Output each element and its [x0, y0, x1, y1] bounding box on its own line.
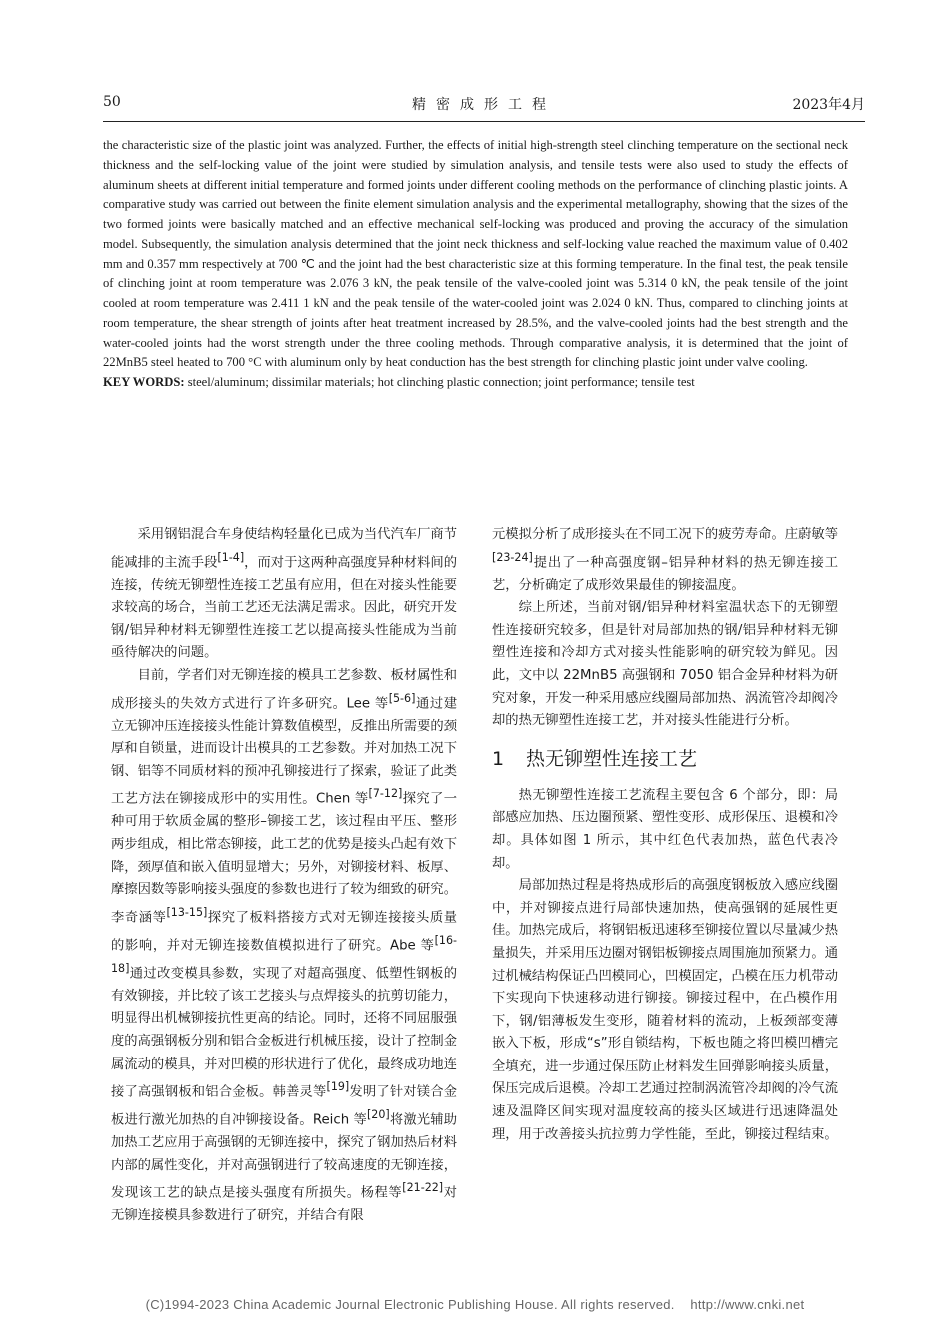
header-rule — [103, 121, 865, 122]
intro-p2-text: 对无铆连接模具参数进行了研究，并结合有限 — [111, 1185, 458, 1224]
intro-summary-paragraph: 综上所述，当前对钢/铝异种材料室温状态下的无铆塑性连接研究较多，但是针对局部加热的钢/铝异种材料无铆塑性连接和冷却方式对接头性能影响的研究较为鲜见。因此，文中以 22MnB5 高强钢和 7050 铝合金异种材料为研究对象，开发一种采用感应线圈局部加热、涡流管冷却阀冷却的热无铆塑性连接工艺，并对接头性能进行分析。 — [492, 600, 838, 729]
left-column — [111, 524, 457, 1228]
abstract-paragraph: the characteristic size of the plastic joint was analyzed. Further, the effects of initial high-strength steel clinching temperature on the sectional neck thickness and the self-locking value of the joint were studied by simulation analysis, and tensile tests were also used to study the effects of aluminum sheets at different initial temperature and formed joints under different cooling methods on the performance of clinching plastic joints. A comparative study was carried out between the finite element simulation analysis and the experimental metallography, showing that the sizes of the two formed joints were basically matched and an effective mechanical self-locking was produced and proving the accuracy of the simulation model. Subsequently, the simulation analysis determined that the joint neck thickness and self-locking value reached the maximum value of 0.402 mm and 0.357 mm respectively at 700 ℃ and the joint had the best characteristic size at this forming temperature. In the final test, the peak tensile of clinching joint at room temperature was 2.076 3 kN, the peak tensile of the valve-cooled joint was 5.314 0 kN, the peak tensile of the joint cooled at room temperature was 2.411 1 kN and the peak tensile of the water-cooled joint was 2.024 0 kN. Thus, compared to clinching joints at room temperature, the shear strength of joints after heat treatment increased by 28.5%, and the valve-cooled joints had the best strength and the water-cooled joints had the worst strength under the three cooling methods. Through comparative analysis, it is determined that the joint of 22MnB5 steel heated to 700 °C with aluminum only by heat conduction has the best strength for clinching plastic joint under valve cooling. — [103, 138, 848, 370]
keywords-line — [103, 373, 848, 393]
intro-p2-text: 将激光辅助加热工艺应用于高强钢的无铆连接中，探究了钢加热后材料内部的属性变化，并对高强钢进行了较高速度的无铆连接，发现该工艺的缺点是接头强度有所损失。杨程等 — [111, 1112, 458, 1201]
copyright-footer: (C)1994-2023 China Academic Journal Electronic Publishing House. All rights reserved. http://www.cnki.net — [145, 1297, 805, 1312]
citation: [16-18] — [111, 933, 457, 975]
running-header — [103, 94, 865, 118]
journal-name: 精密成形工程 — [412, 97, 556, 113]
keywords-label: KEY WORDS: — [103, 375, 185, 389]
citation: [23-24] — [492, 550, 533, 564]
issue-date: 2023年4月 — [792, 97, 865, 113]
right-column — [492, 524, 838, 1146]
intro-cont-text: 提出了一种高强度钢–铝异种材料的热无铆连接工艺，分析确定了成形效果最佳的铆接温度。 — [492, 555, 838, 593]
page-number: 50 — [103, 94, 121, 110]
section-number: 1 — [492, 747, 505, 770]
intro-p2-text: 通过改变模具参数，实现了对超高强度、低塑性钢板的有效铆接，并比较了该工艺接头与点焊接头的抗剪切能力，明显得出机械铆接抗性更高的结论。同时，还将不同屈服强度的高强钢板分别和铝合金板进行机械压接，设计了控制金属流动的模具，并对凹模的形状进行了优化，最终成功地连接了高强钢板和铝合金板。韩善灵等 — [111, 966, 457, 1100]
citation: [7-12] — [368, 787, 403, 801]
citation: [21-22] — [402, 1181, 444, 1195]
intro-p2-text: 通过建立无铆冲压连接接头性能计算数值模型，反推出所需要的颈厚和自锁量，进而设计出模具的工艺参数。并对加热工况下钢、铝等不同质材料的预冲孔铆接进行了探索，验证了此类工艺方法在铆接成形中的实用性。Chen 等 — [111, 696, 457, 807]
intro-p1-text: 采用钢铝混合车身使结构轻量化已成为当代汽车厂商节能减排的主流手段 — [111, 527, 457, 571]
intro-p2-text: 探究了板料搭接方式对无铆连接接头质量的影响，并对无铆连接数值模拟进行了研究。Abe 等 — [111, 910, 458, 954]
citation: [20] — [366, 1108, 390, 1122]
intro-paragraph-2-continued — [492, 524, 838, 597]
section-title: 热无铆塑性连接工艺 — [526, 747, 698, 770]
citation: [19] — [326, 1080, 350, 1094]
section-heading — [492, 744, 838, 774]
citation: [5-6] — [388, 691, 416, 705]
intro-p1-tail: ，而对于这两种高强度异种材料间的连接，传统无铆塑性连接工艺虽有应用，但在对接头性能要求较高的场合，当前工艺还无法满足需求。因此，研究开发钢/铝异种材料无铆塑性连接工艺以提高接头性能成为当前亟待解决的问题。 — [111, 555, 458, 661]
section-1-paragraph-2: 局部加热过程是将热成形后的高强度钢板放入感应线圈中，并对铆接点进行局部快速加热，使高强钢的延展性更佳。加热完成后，将钢铝板迅速移至铆接位置以尽量减少热量损失，并采用压边圈对钢铝板铆接点周围施加预紧力。通过机械结构保证凸凹模同心，凹模固定，凸模在压力机带动下实现向下快速移动进行铆接。铆接过程中，在凸模作用下，钢/铝薄板发生变形，随着材料的流动，上板颈部变薄嵌入下板，形成“s”形自锁结构，下板也随之将凹模凹槽完全填充，进一步通过保压防止材料发生回弹影响接头质量，保压完成后退模。冷却工艺通过控制涡流管冷却阀的冷气流速及温降区间实现对温度较高的接头区域进行迅速降温处理，用于改善接头抗拉剪力学性能，至此，铆接过程结束。 — [492, 878, 838, 1142]
citation: [1-4] — [217, 550, 245, 564]
citation: [13-15] — [166, 905, 208, 919]
intro-cont-text: 元模拟分析了成形接头在不同工况下的疲劳寿命。庄蔚敏等 — [492, 527, 838, 542]
intro-p2-text: 目前，学者们对无铆连接的模具工艺参数、板材属性和成形接头的失效方式进行了许多研究。Lee 等 — [111, 667, 457, 711]
intro-paragraph-2 — [111, 665, 457, 1228]
keywords-text: steel/aluminum; dissimilar materials; hot clinching plastic connection; joint performance; tensile test — [187, 375, 695, 389]
intro-paragraph-1 — [111, 524, 457, 665]
intro-p2-text: 发明了针对镁合金板进行激光加热的自冲铆接设备。Reich 等 — [111, 1084, 457, 1128]
section-1-paragraph-1: 热无铆塑性连接工艺流程主要包含 6 个部分，即：局部感应加热、压边圈预紧、塑性变形、成形保压、退模和冷却。具体如图 1 所示，其中红色代表加热，蓝色代表冷却。 — [492, 787, 838, 871]
english-abstract — [103, 136, 848, 393]
intro-p2-text: 探究了一种可用于软质金属的整形–铆接工艺，该过程由平压、整形两步组成，相比常态铆接，此工艺的优势是接头凸起有效下降，颈厚值和嵌入值明显增大；另外，对铆接材料、板厚、摩擦因数等影响接头强度的参数也进行了较为细致的研究。李奇涵等 — [111, 791, 458, 926]
